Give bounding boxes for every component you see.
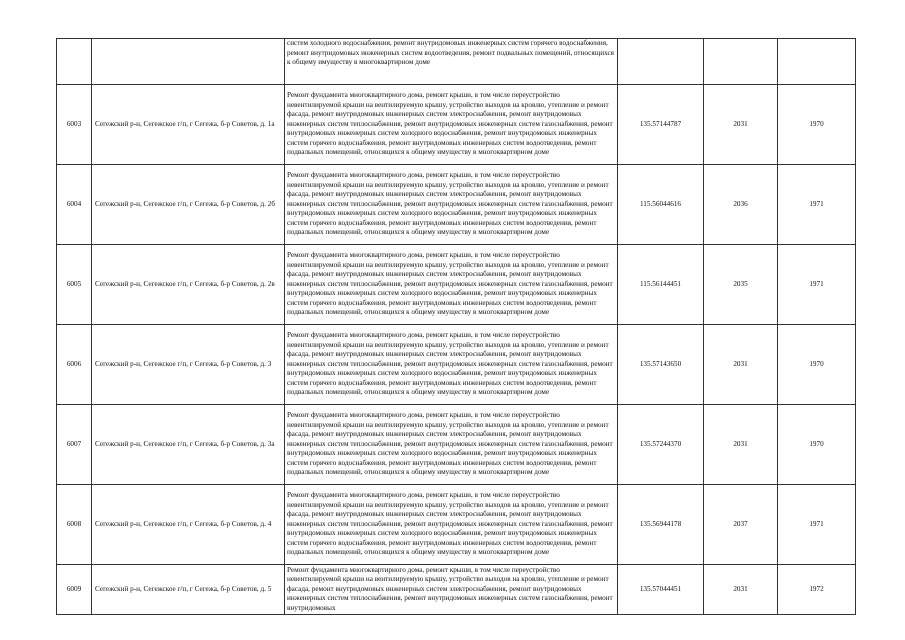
row-work-text: Ремонт фундамента многоквартирного дома, ремонт крыши, в том числе переустройство невентилируемой крыши на вентилируемую крышу, устройство выходов на кровлю, утепление и ремонт фасада, ремонт внутридомовых инженерных систем электроснабжения, ремонт внутридомовых инженерных систем теплоснабжения, ремонт внутридомовых инженерных систем газоснабжения, ремонт внутридомовых инженерных систем холодного водоснабжения, ремонт внутридомовых инженерных систем горячего водоснабжения, ремонт внутридомовых инженерных систем водоотведения, ремонт подвальных помещений, относящихся к общему имуществу в многоквартирном доме xyxy=(287,250,613,317)
row-address xyxy=(92,39,285,85)
row-work-text: Ремонт фундамента многоквартирного дома, ремонт крыши, в том числе переустройство невентилируемой крыши на вентилируемую крышу, устройство выходов на кровлю, утепление и ремонт фасада, ремонт внутридомовых инженерных систем электроснабжения, ремонт внутридомовых инженерных систем теплоснабжения, ремонт внутридомовых инженерных систем газоснабжения, ремонт внутридомовых инженерных систем холодного водоснабжения, ремонт внутридомовых инженерных систем горячего водоснабжения, ремонт внутридомовых инженерных систем водоотведения, ремонт подвальных помещений, относящихся к общему имуществу в многоквартирном доме xyxy=(287,330,613,397)
row-plan-year: 2037 xyxy=(704,485,778,565)
row-built-year: 1970 xyxy=(778,405,856,485)
row-built-year: 1971 xyxy=(778,485,856,565)
row-plan-year: 2036 xyxy=(704,165,778,245)
row-built-year xyxy=(778,39,856,85)
table-row xyxy=(57,325,856,405)
row-work-list xyxy=(285,39,618,85)
works-table xyxy=(56,38,856,615)
row-cost: 135.57143650 xyxy=(618,325,704,405)
row-cost: 135.57044451 xyxy=(618,565,704,615)
row-built-year: 1972 xyxy=(778,565,856,615)
table-row xyxy=(57,485,856,565)
row-work-list xyxy=(285,165,618,245)
row-work-list xyxy=(285,565,618,615)
row-number: 6009 xyxy=(57,565,92,615)
row-address: Сегежский р-н, Сегежское г/п, г Сегежа, б-р Советов, д. 3а xyxy=(92,405,285,485)
table-row xyxy=(57,245,856,325)
row-work-list xyxy=(285,485,618,565)
row-number: 6003 xyxy=(57,85,92,165)
row-address: Сегежский р-н, Сегежское г/п, г Сегежа, б-р Советов, д. 5 xyxy=(92,565,285,615)
row-plan-year: 2031 xyxy=(704,85,778,165)
row-cost: 135.57144787 xyxy=(618,85,704,165)
row-cost: 115.56044616 xyxy=(618,165,704,245)
row-built-year: 1971 xyxy=(778,165,856,245)
row-built-year: 1971 xyxy=(778,245,856,325)
row-work-text: Ремонт фундамента многоквартирного дома, ремонт крыши, в том числе переустройство невентилируемой крыши на вентилируемую крышу, устройство выходов на кровлю, утепление и ремонт фасада, ремонт внутридомовых инженерных систем электроснабжения, ремонт внутридомовых инженерных систем теплоснабжения, ремонт внутридомовых инженерных систем газоснабжения, ремонт внутридомовых инженерных систем холодного водоснабжения, ремонт внутридомовых инженерных систем горячего водоснабжения, ремонт внутридомовых инженерных систем водоотведения, ремонт подвальных помещений, относящихся к общему имуществу в многоквартирном доме xyxy=(287,90,613,157)
table-row xyxy=(57,165,856,245)
row-work-list xyxy=(285,325,618,405)
row-plan-year: 2031 xyxy=(704,405,778,485)
row-number: 6005 xyxy=(57,245,92,325)
row-work-text: систем холодного водоснабжения, ремонт внутридомовых инженерных систем горячего водоснабжения, ремонт внутридомовых инженерных систем водоотведения, ремонт подвальных помещений, относящихся к общему имуществу в многоквартирном доме xyxy=(287,39,614,67)
row-cost: 135.56944178 xyxy=(618,485,704,565)
row-work-list xyxy=(285,405,618,485)
row-work-text: Ремонт фундамента многоквартирного дома, ремонт крыши, в том числе переустройство невентилируемой крыши на вентилируемую крышу, устройство выходов на кровлю, утепление и ремонт фасада, ремонт внутридомовых инженерных систем электроснабжения, ремонт внутридомовых инженерных систем теплоснабжения, ремонт внутридомовых инженерных систем газоснабжения, ремонт внутридомовых инженерных систем холодного водоснабжения, ремонт внутридомовых инженерных систем горячего водоснабжения, ремонт внутридомовых инженерных систем водоотведения, ремонт подвальных помещений, относящихся к общему имуществу в многоквартирном доме xyxy=(287,490,613,557)
table-row xyxy=(57,39,856,85)
row-address: Сегежский р-н, Сегежское г/п, г Сегежа, б-р Советов, д. 4 xyxy=(92,485,285,565)
row-address: Сегежский р-н, Сегежское г/п, г Сегежа, б-р Советов, д. 2б xyxy=(92,165,285,245)
row-address: Сегежский р-н, Сегежское г/п, г Сегежа, б-р Советов, д. 1а xyxy=(92,85,285,165)
table-row xyxy=(57,85,856,165)
row-cost: 135.57244370 xyxy=(618,405,704,485)
row-work-list xyxy=(285,245,618,325)
table-body xyxy=(57,39,856,615)
row-address: Сегежский р-н, Сегежское г/п, г Сегежа, б-р Советов, д. 3 xyxy=(92,325,285,405)
row-plan-year: 2031 xyxy=(704,325,778,405)
row-cost: 115.56144451 xyxy=(618,245,704,325)
row-built-year: 1970 xyxy=(778,85,856,165)
row-work-text: Ремонт фундамента многоквартирного дома, ремонт крыши, в том числе переустройство невентилируемой крыши на вентилируемую крышу, устройство выходов на кровлю, утепление и ремонт фасада, ремонт внутридомовых инженерных систем электроснабжения, ремонт внутридомовых инженерных систем теплоснабжения, ремонт внутридомовых инженерных систем газоснабжения, ремонт внутридомовых инженерных систем холодного водоснабжения, ремонт внутридомовых инженерных систем горячего водоснабжения, ремонт внутридомовых инженерных систем водоотведения, ремонт подвальных помещений, относящихся к общему имуществу в многоквартирном доме xyxy=(287,410,613,477)
row-number xyxy=(57,39,92,85)
row-number: 6008 xyxy=(57,485,92,565)
row-number: 6004 xyxy=(57,165,92,245)
row-work-list xyxy=(285,85,618,165)
row-plan-year: 2031 xyxy=(704,565,778,615)
row-plan-year xyxy=(704,39,778,85)
table-row xyxy=(57,565,856,615)
row-built-year: 1970 xyxy=(778,325,856,405)
row-address: Сегежский р-н, Сегежское г/п, г Сегежа, б-р Советов, д. 2в xyxy=(92,245,285,325)
row-plan-year: 2035 xyxy=(704,245,778,325)
row-number: 6006 xyxy=(57,325,92,405)
row-cost xyxy=(618,39,704,85)
row-work-text: Ремонт фундамента многоквартирного дома, ремонт крыши, в том числе переустройство невентилируемой крыши на вентилируемую крышу, устройство выходов на кровлю, утепление и ремонт фасада, ремонт внутридомовых инженерных систем электроснабжения, ремонт внутридомовых инженерных систем теплоснабжения, ремонт внутридомовых инженерных систем газоснабжения, ремонт внутридомовых инженерных систем холодного водоснабжения, ремонт внутридомовых инженерных систем горячего водоснабжения, ремонт внутридомовых инженерных систем водоотведения, ремонт подвальных помещений, относящихся к общему имуществу в многоквартирном доме xyxy=(287,170,613,237)
row-work-text: Ремонт фундамента многоквартирного дома, ремонт крыши, в том числе переустройство невентилируемой крыши на вентилируемую крышу, устройство выходов на кровлю, утепление и ремонт фасада, ремонт внутридомовых инженерных систем электроснабжения, ремонт внутридомовых инженерных систем теплоснабжения, ремонт внутридомовых инженерных систем газоснабжения, ремонт внутридомовых xyxy=(287,565,613,612)
table-row xyxy=(57,405,856,485)
row-number: 6007 xyxy=(57,405,92,485)
